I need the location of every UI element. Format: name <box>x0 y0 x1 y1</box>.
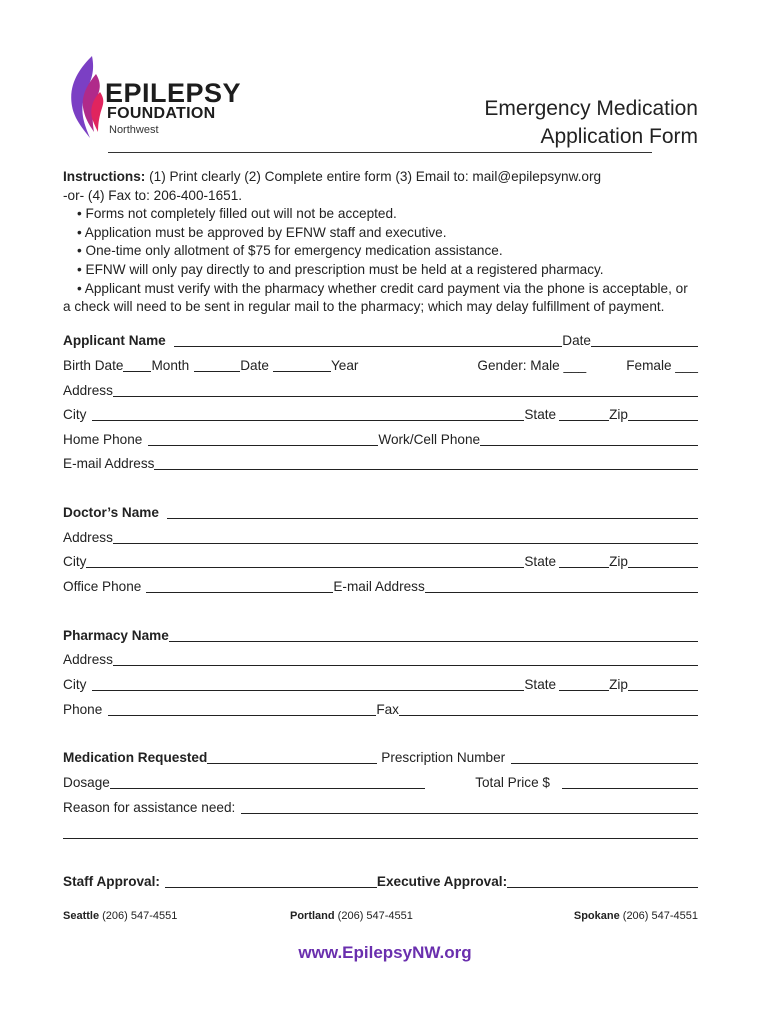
total-price-field[interactable] <box>562 788 698 789</box>
applicant-zip-label: Zip <box>609 407 628 423</box>
instruction-bullet: • Applicant must verify with the pharmacy whether credit card payment via the phone is acceptable, or <box>77 280 688 296</box>
staff-approval-field[interactable] <box>165 887 377 888</box>
applicant-address-field[interactable] <box>113 396 698 397</box>
birth-month-label: Month <box>151 358 190 374</box>
dosage-label: Dosage <box>63 775 110 791</box>
pharmacy-zip-field[interactable] <box>628 690 698 691</box>
logo-wordmark-region: Northwest <box>109 124 159 136</box>
footer-spokane-phone: (206) 547-4551 <box>619 910 698 922</box>
reason-field-continued[interactable] <box>63 838 698 839</box>
medication-requested-field[interactable] <box>207 763 377 764</box>
flame-logo-icon <box>62 54 104 140</box>
doctor-name-row <box>63 502 698 520</box>
footer-spokane-contact <box>574 910 698 922</box>
applicant-name-label: Applicant Name <box>63 333 166 349</box>
instructions-lead: Instructions: <box>63 169 146 184</box>
instruction-continuation: a check will need to be sent in regular mail to the pharmacy; which may delay fulfillment of payment. <box>63 299 665 315</box>
doctor-address-row <box>63 527 698 545</box>
footer-seattle-contact <box>63 910 177 922</box>
pharmacy-name-row <box>63 625 698 643</box>
birth-day-label: Date <box>240 358 269 374</box>
footer-portland-contact <box>290 910 413 922</box>
doctor-phone-row <box>63 576 698 594</box>
instruction-bullet: • Forms not completely filled out will not be accepted. <box>77 206 397 222</box>
footer-portland-city: Portland <box>290 910 335 922</box>
dosage-field[interactable] <box>110 788 425 789</box>
applicant-email-field[interactable] <box>154 469 698 470</box>
form-title-line1: Emergency Medication <box>484 97 698 120</box>
applicant-name-field[interactable] <box>174 346 563 347</box>
applicant-city-label: City <box>63 407 87 423</box>
logo-wordmark-foundation: FOUNDATION <box>107 105 216 122</box>
reason-field[interactable] <box>241 813 698 814</box>
instructions-line1: (1) Print clearly (2) Complete entire form (3) Email to: mail@epilepsynw.org <box>145 169 602 184</box>
footer-portland-phone: (206) 547-4551 <box>334 910 413 922</box>
doctor-state-label: State <box>524 554 557 570</box>
applicant-address-row <box>63 380 698 398</box>
gender-male-option[interactable]: Gender: Male ___ <box>477 358 587 374</box>
reason-label: Reason for assistance need: <box>63 800 236 816</box>
work-phone-field[interactable] <box>480 445 698 446</box>
instruction-bullet: • Application must be approved by EFNW staff and executive. <box>77 224 447 240</box>
birth-date-field[interactable] <box>123 371 151 372</box>
pharmacy-zip-label: Zip <box>609 677 628 693</box>
footer-spokane-city: Spokane <box>573 910 620 922</box>
pharmacy-name-label: Pharmacy Name <box>63 628 169 644</box>
birth-date-row <box>63 355 698 373</box>
logo-wordmark-epilepsy: EPILEPSY <box>105 78 242 108</box>
pharmacy-address-field[interactable] <box>113 665 698 666</box>
doctor-city-field[interactable] <box>86 567 524 568</box>
rx-number-field[interactable] <box>511 763 698 764</box>
form-title-line2: Application Form <box>540 125 698 148</box>
doctor-zip-label: Zip <box>609 554 628 570</box>
instruction-bullet: • EFNW will only pay directly to and prescription must be held at a registered pharmacy. <box>77 261 604 277</box>
doctor-email-field[interactable] <box>425 592 698 593</box>
footer-seattle-city: Seattle <box>63 910 100 922</box>
executive-approval-field[interactable] <box>507 887 698 888</box>
pharmacy-phone-row <box>63 699 698 717</box>
applicant-date-field[interactable] <box>591 346 698 347</box>
staff-approval-label: Staff Approval: <box>63 874 160 890</box>
applicant-state-label: State <box>524 407 557 423</box>
executive-approval-label: Executive Approval: <box>376 874 508 890</box>
applicant-email-label: E-mail Address <box>63 456 155 472</box>
applicant-state-field[interactable] <box>559 420 609 421</box>
medication-requested-label: Medication Requested <box>63 750 208 766</box>
doctor-city-row <box>63 551 698 569</box>
title-divider <box>108 152 652 153</box>
doctor-address-label: Address <box>63 530 113 546</box>
doctor-city-label: City <box>63 554 87 570</box>
applicant-address-label: Address <box>63 383 113 399</box>
pharmacy-name-field[interactable] <box>169 641 698 642</box>
applicant-city-row <box>63 404 698 422</box>
total-price-label: Total Price $ <box>475 775 550 791</box>
reason-row-2 <box>63 822 698 840</box>
applicant-phone-row <box>63 429 698 447</box>
pharmacy-phone-field[interactable] <box>108 715 376 716</box>
reason-row <box>63 797 698 815</box>
doctor-name-field[interactable] <box>167 518 698 519</box>
birth-month-field[interactable] <box>194 371 240 372</box>
home-phone-label: Home Phone <box>63 432 143 448</box>
home-phone-field[interactable] <box>148 445 378 446</box>
doctor-zip-field[interactable] <box>628 567 698 568</box>
birth-year-label: Year <box>330 358 359 374</box>
applicant-name-row <box>63 330 698 348</box>
pharmacy-fax-field[interactable] <box>399 715 698 716</box>
pharmacy-state-label: State <box>524 677 557 693</box>
doctor-name-label: Doctor’s Name <box>63 505 159 521</box>
instructions-block <box>63 168 713 317</box>
approval-row <box>63 871 698 889</box>
pharmacy-address-label: Address <box>63 652 113 668</box>
pharmacy-phone-label: Phone <box>63 702 103 718</box>
instruction-bullet: • One-time only allotment of $75 for emergency medication assistance. <box>77 243 503 259</box>
doctor-email-label: E-mail Address <box>333 579 425 595</box>
birth-day-field[interactable] <box>273 371 331 372</box>
pharmacy-city-row <box>63 674 698 692</box>
pharmacy-address-row <box>63 649 698 667</box>
pharmacy-state-field[interactable] <box>559 690 609 691</box>
medication-row <box>63 747 698 765</box>
office-phone-field[interactable] <box>146 592 333 593</box>
work-phone-label: Work/Cell Phone <box>378 432 481 448</box>
doctor-address-field[interactable] <box>113 543 698 544</box>
pharmacy-fax-label: Fax <box>376 702 399 718</box>
rx-number-label: Prescription Number <box>381 750 506 766</box>
doctor-state-field[interactable] <box>559 567 609 568</box>
dosage-row <box>63 772 698 790</box>
applicant-city-field[interactable] <box>92 420 524 421</box>
pharmacy-city-field[interactable] <box>92 690 524 691</box>
birth-date-label: Birth Date <box>63 358 124 374</box>
instructions-line2: -or- (4) Fax to: 206-400-1651. <box>63 187 243 203</box>
applicant-zip-field[interactable] <box>628 420 698 421</box>
applicant-date-label: Date <box>562 333 591 349</box>
footer-seattle-phone: (206) 547-4551 <box>99 910 178 922</box>
website-link[interactable]: www.EpilepsyNW.org <box>298 943 472 962</box>
office-phone-label: Office Phone <box>63 579 142 595</box>
applicant-email-row <box>63 453 698 471</box>
gender-female-option[interactable]: Female ___ <box>626 358 698 374</box>
pharmacy-city-label: City <box>63 677 87 693</box>
